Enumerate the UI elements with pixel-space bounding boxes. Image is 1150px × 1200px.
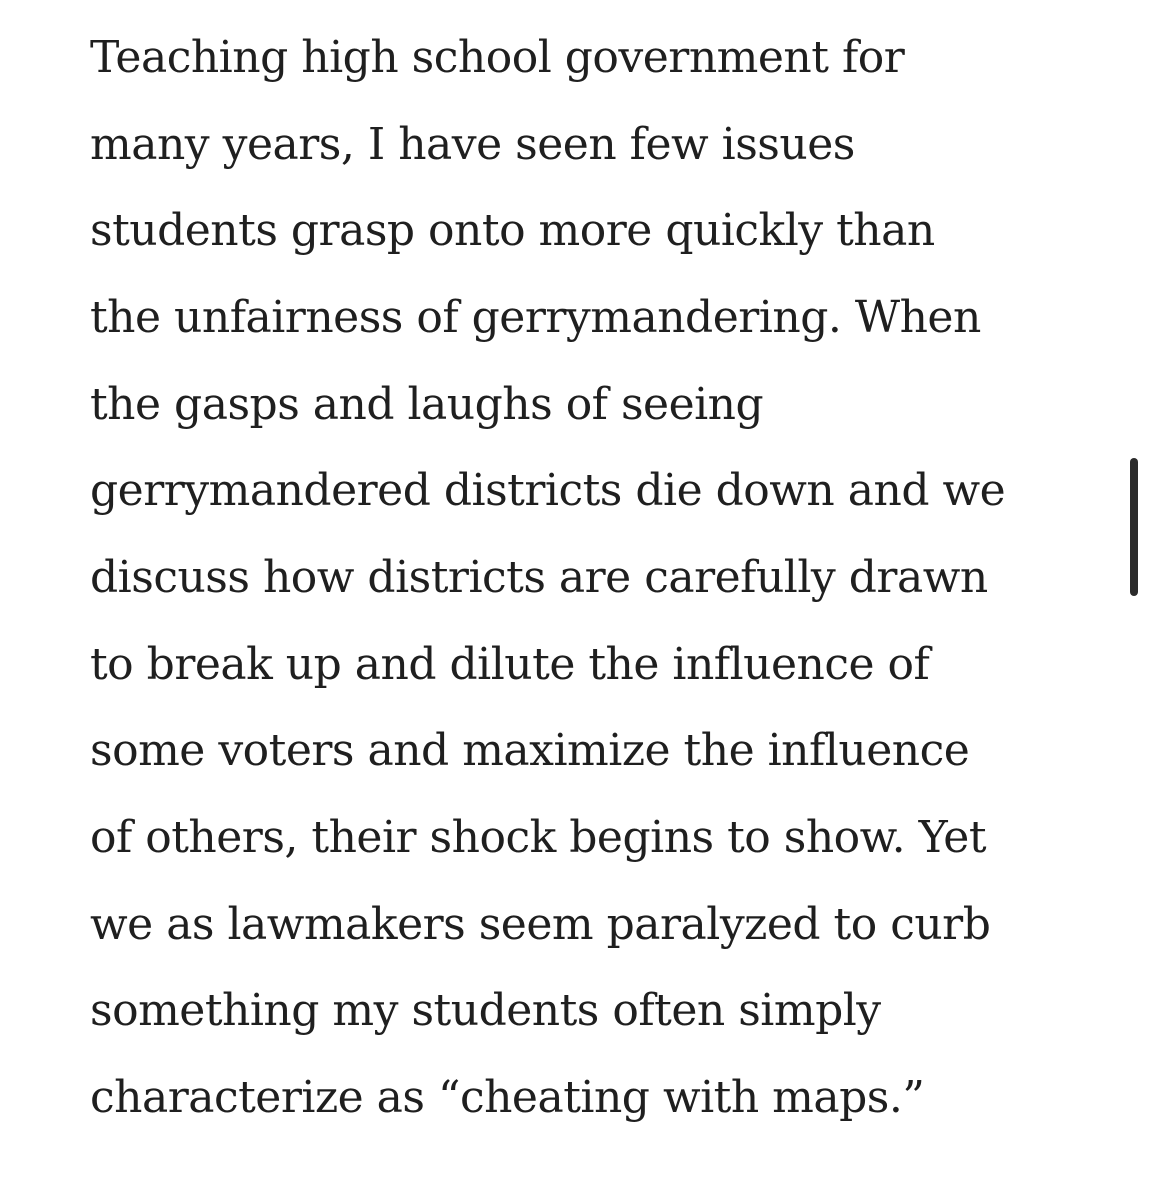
article-line-8: to break up and dilute the influence of	[90, 639, 930, 690]
article-line-12: something my students often simply	[90, 985, 881, 1036]
article-line-7: discuss how districts are carefully drawn	[90, 552, 988, 603]
article-line-11: we as lawmakers seem paralyzed to curb	[90, 899, 991, 950]
article-line-6: gerrymandered districts die down and we	[90, 465, 1006, 516]
article-line-13: characterize as “cheating with maps.”	[90, 1072, 925, 1123]
article-line-10: of others, their shock begins to show. Yet	[90, 812, 987, 863]
article-line-4: the unfairness of gerrymandering. When	[90, 292, 981, 343]
article-line-3: students grasp onto more quickly than	[90, 205, 935, 256]
article-line-2: many years, I have seen few issues	[90, 119, 855, 170]
article-line-5: the gasps and laughs of seeing	[90, 379, 764, 430]
vertical-scrollbar[interactable]	[1130, 458, 1138, 596]
article-line-9: some voters and maximize the influence	[90, 725, 970, 776]
article-line-1: Teaching high school government for	[90, 32, 905, 83]
